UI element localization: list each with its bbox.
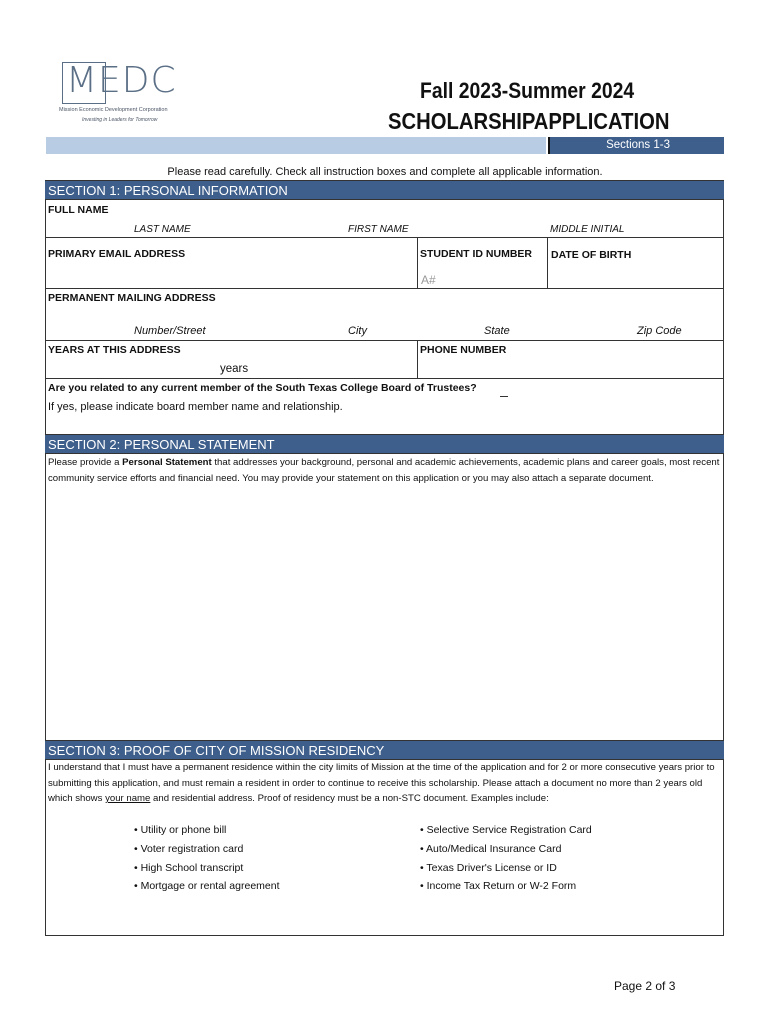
- dob-label: DATE OF BIRTH: [551, 249, 632, 261]
- email-field[interactable]: [46, 262, 416, 286]
- page-number: Page 2 of 3: [614, 979, 676, 993]
- full-name-label: FULL NAME: [48, 204, 109, 216]
- phone-label: PHONE NUMBER: [420, 344, 507, 356]
- logo-tagline: Investing in Leaders for Tomorrow: [82, 117, 158, 123]
- page-title-term: Fall 2023-Summer 2024: [420, 78, 635, 103]
- section3-instructions: I understand that I must have a permanent residence within the city limits of Mission at the time of the application and for 2 or more consecutive years prior to submitting this application, and must remain a resident in order to continue to receive this scholarship. Please attach a document no more than 2 years old which shows your name and residential address. Proof of residency must be a non-STC document. Examples include:: [48, 762, 715, 804]
- divider: [45, 340, 724, 341]
- first-name-caption: FIRST NAME: [348, 224, 409, 235]
- mailing-address-label: PERMANENT MAILING ADDRESS: [48, 292, 216, 304]
- list-item: • Utility or phone bill: [134, 824, 227, 836]
- years-unit: years: [220, 363, 249, 375]
- student-id-prefix: A#: [421, 273, 436, 287]
- trustee-question: Are you related to any current member of the South Texas College Board of Trustees?: [48, 382, 477, 394]
- divider: [45, 237, 724, 238]
- trustee-relationship-field[interactable]: [46, 414, 723, 432]
- divider: [45, 378, 724, 379]
- list-item: • Auto/Medical Insurance Card: [420, 843, 562, 855]
- city-caption: City: [348, 325, 367, 337]
- header-bar: [46, 137, 546, 154]
- middle-initial-caption: MIDDLE INITIAL: [550, 224, 625, 235]
- number-street-caption: Number/Street: [134, 325, 206, 337]
- section2-header: SECTION 2: PERSONAL STATEMENT: [45, 435, 724, 454]
- student-id-label: STUDENT ID NUMBER: [420, 248, 532, 260]
- page-title: SCHOLARSHIPAPPLICATION: [388, 108, 670, 134]
- instructions: Please read carefully. Check all instruction boxes and complete all applicable information.: [167, 166, 603, 178]
- years-field[interactable]: [120, 358, 220, 376]
- logo-subtitle: Mission Economic Development Corporation: [59, 107, 168, 113]
- list-item: • Income Tax Return or W-2 Form: [420, 880, 577, 892]
- list-item: • High School transcript: [134, 862, 244, 874]
- sections-label: Sections 1-3: [548, 137, 724, 154]
- email-label: PRIMARY EMAIL ADDRESS: [48, 248, 186, 260]
- logo: MEDC: [66, 60, 177, 101]
- divider: [45, 288, 724, 289]
- trustee-followup: If yes, please indicate board member name and relationship.: [48, 401, 343, 413]
- mailing-address-field[interactable]: [46, 304, 723, 324]
- list-item: • Voter registration card: [134, 843, 244, 855]
- section3-header: SECTION 3: PROOF OF CITY OF MISSION RESIDENCY: [45, 741, 724, 760]
- last-name-caption: LAST NAME: [134, 224, 191, 235]
- section2-instructions: Please provide a Personal Statement that addresses your background, personal and academic achievements, academic plans and career goals, most recent community service efforts and financial need. You may provide your statement on this application or you may also attach a separate document.: [48, 457, 720, 484]
- list-item: • Mortgage or rental agreement: [134, 880, 280, 892]
- section1-header: SECTION 1: PERSONAL INFORMATION: [45, 181, 724, 200]
- state-caption: State: [484, 325, 510, 337]
- list-item: • Selective Service Registration Card: [420, 824, 592, 836]
- divider: [547, 237, 548, 289]
- phone-field[interactable]: [418, 356, 723, 378]
- dob-field[interactable]: [549, 262, 723, 286]
- years-label: YEARS AT THIS ADDRESS: [48, 344, 181, 356]
- student-id-field[interactable]: [418, 262, 546, 286]
- list-item: • Texas Driver's License or ID: [420, 862, 557, 874]
- trustee-answer-field[interactable]: [500, 382, 508, 397]
- zip-caption: Zip Code: [637, 325, 682, 337]
- personal-statement-input[interactable]: [48, 505, 724, 739]
